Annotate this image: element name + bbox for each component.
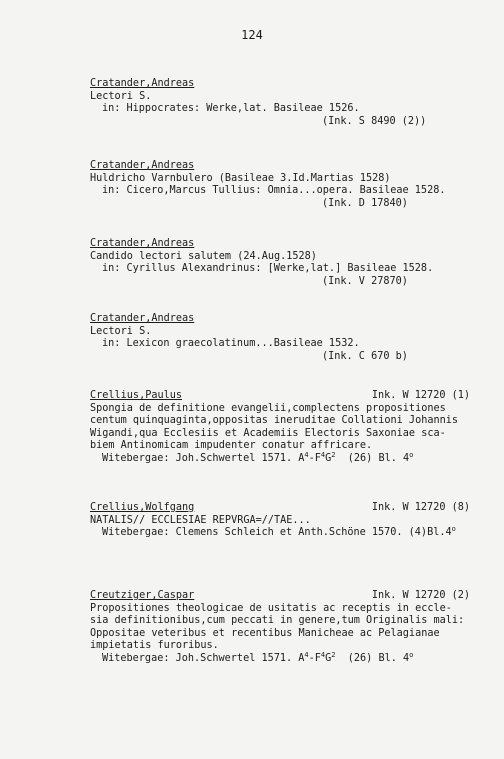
entry-shelfmark: Ink. W 12720 (1)	[371, 390, 470, 401]
entry-author: Cratander,Andreas	[90, 160, 195, 171]
catalog-entry	[90, 502, 494, 540]
entry-author: Cratander,Andreas	[90, 78, 195, 89]
entry-title-line: NATALIS// ECCLESIAE REPVRGA=//TAE...	[90, 514, 311, 526]
entry-shelfmark: Ink. W 12720 (8)	[371, 502, 470, 513]
entry-title-line: biem Antinomicam impudenter conatur affricare.	[90, 440, 373, 452]
catalog-entry	[90, 238, 494, 288]
catalog-entry	[90, 390, 494, 466]
entry-imprint: Witebergae: Joh.Schwertel 1571. $A^4-F^4G^2$ (26) Bl. 4$^o$	[102, 650, 414, 664]
entry-shelfmark: (Ink. D 17840)	[322, 197, 408, 209]
entry-title-line: centum quinquaginta,oppositas ineruditae Collationi Johannis	[90, 415, 459, 427]
entry-author: Cratander,Andreas	[90, 313, 195, 324]
entry-title: Lectori S.	[90, 90, 152, 102]
entry-author: Cratander,Andreas	[90, 238, 195, 249]
entry-host: in: Cyrillus Alexandrinus: [Werke,lat.] Basileae 1528.	[102, 263, 434, 275]
catalog-entry	[90, 160, 494, 210]
entry-author: Crellius,Wolfgang	[90, 502, 195, 513]
catalog-entry	[90, 590, 494, 666]
entry-title-line: sia definitionibus,cum peccati in genere,tum Originalis mali:	[90, 615, 465, 627]
entry-title-line: Wigandi,qua Ecclesiis et Academiis Electoris Saxoniae sca-	[90, 427, 446, 439]
entry-shelfmark: (Ink. C 670 b)	[322, 350, 408, 362]
entry-imprint: Witebergae: Clemens Schleich et Anth.Schöne 1570. (4)Bl.4$^o$	[102, 525, 456, 539]
entry-shelfmark: (Ink. V 27870)	[322, 275, 408, 287]
entry-title-line: Oppositae veteribus et recentibus Manicheae ac Pelagianae	[90, 627, 440, 639]
catalog-entry	[90, 78, 494, 128]
entry-author: Creutziger,Caspar	[90, 590, 195, 601]
entry-author: Crellius,Paulus	[90, 390, 183, 401]
catalog-entry	[90, 313, 494, 363]
entry-host: in: Cicero,Marcus Tullius: Omnia...opera. Basileae 1528.	[102, 185, 446, 197]
entry-title: Lectori S.	[90, 325, 152, 337]
entry-host: in: Hippocrates: Werke,lat. Basileae 1526.	[102, 103, 360, 115]
entry-title: Candido lectori salutem (24.Aug.1528)	[90, 250, 317, 262]
entry-shelfmark: (Ink. S 8490 (2))	[322, 115, 427, 127]
entry-title: Huldricho Varnbulero (Basileae 3.Id.Martias 1528)	[90, 172, 391, 184]
entry-host: in: Lexicon graecolatinum...Basileae 1532.	[102, 338, 360, 350]
entry-shelfmark: Ink. W 12720 (2)	[371, 590, 470, 601]
entry-imprint: Witebergae: Joh.Schwertel 1571. $A^4-F^4G^2$ (26) Bl. 4$^o$	[102, 450, 414, 464]
entry-title-line: Propositiones theologicae de usitatis ac receptis in eccle-	[90, 602, 452, 614]
entry-title-line: impietatis furoribus.	[90, 640, 219, 652]
entry-title-line: Spongia de definitione evangelii,complectens propositiones	[90, 402, 446, 414]
page-number: 124	[241, 28, 263, 42]
